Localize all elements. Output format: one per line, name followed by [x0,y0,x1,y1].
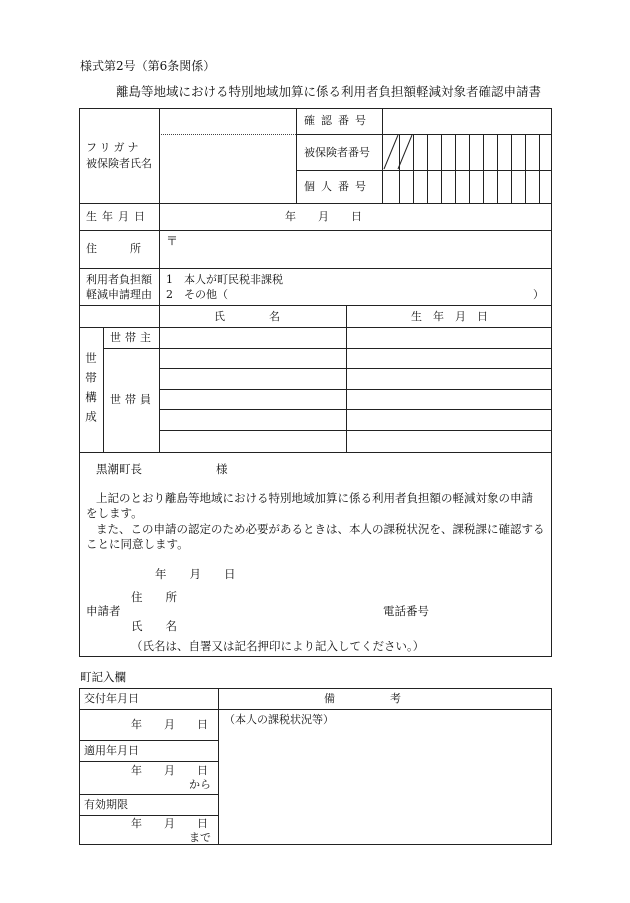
applicant-address-label: 住 所 [131,590,177,604]
household-name-header: 氏 名 [214,310,280,323]
applicant-name-label: 氏 名 [131,619,177,633]
declaration-para1-line1: 上記のとおり離島等地域における特別地域加算に係る利用者負担額の軽減対象の申請 [96,491,533,505]
addressee: 黒潮町長 [96,462,142,476]
birthdate-label: 生年月日 [86,210,150,223]
declaration-para2-line2: ことに同意します。 [86,537,189,551]
issue-date-value[interactable]: 年 月 日 [131,718,208,731]
expiry-label: 有効期限 [84,798,128,811]
reason-label-line1: 利用者負担額 [86,273,152,286]
applicable-date-value[interactable]: 年 月 日 [131,764,208,777]
tax-status-note: （本人の課税状況等） [224,713,334,726]
reason-option-1[interactable]: 1 本人が町民税非課税 [166,273,283,286]
issue-date-label: 交付年月日 [84,692,139,705]
declaration-para2-line1: また、この申請の認定のため必要があるときは、本人の課税状況を、課税課に確認する [96,522,545,536]
expiry-date-value[interactable]: 年 月 日 [131,817,208,830]
honorific: 様 [216,462,228,476]
signature-note: （氏名は、自署又は記名押印により記入してください。） [131,639,425,653]
form-number: 様式第2号（第6条関係） [80,59,216,73]
birthdate-value[interactable]: 年 月 日 [285,210,362,223]
household-composition-label: 世帯構成 [84,352,98,430]
reason-close-paren: ） [533,288,544,301]
applicant-label: 申請者 [86,604,121,618]
remarks-label: 備 考 [324,692,401,705]
insured-name-field[interactable] [160,136,295,202]
furigana-label: フリガナ [86,141,142,154]
address-label: 住 所 [86,242,141,255]
application-date[interactable]: 年 月 日 [155,567,236,581]
furigana-field[interactable] [160,109,295,133]
household-head-label: 世帯主 [110,331,155,344]
reason-option-2[interactable]: 2 その他（ [166,288,228,301]
reason-label-line2: 軽減申請理由 [86,288,152,301]
confirmation-number-label: 確認番号 [304,114,372,127]
phone-label: 電話番号 [383,604,429,618]
until-label: まで [189,831,211,844]
applicable-date-label: 適用年月日 [84,744,139,757]
declaration-para1-line2: をします。 [86,506,143,520]
postal-mark: 〒 [166,234,179,248]
individual-number-label: 個人番号 [304,180,372,193]
household-member-label: 世帯員 [110,393,155,406]
form-title: 離島等地域における特別地域加算に係る利用者負担額軽減対象者確認申請書 [116,84,542,99]
slash-marks [382,134,414,170]
address-field[interactable] [175,232,550,266]
town-section-heading: 町記入欄 [80,670,126,684]
from-label: から [189,778,211,791]
insured-name-label: 被保険者氏名 [86,157,152,170]
household-birth-header: 生 年 月 日 [411,310,488,323]
insured-number-label: 被保険者番号 [304,146,370,159]
